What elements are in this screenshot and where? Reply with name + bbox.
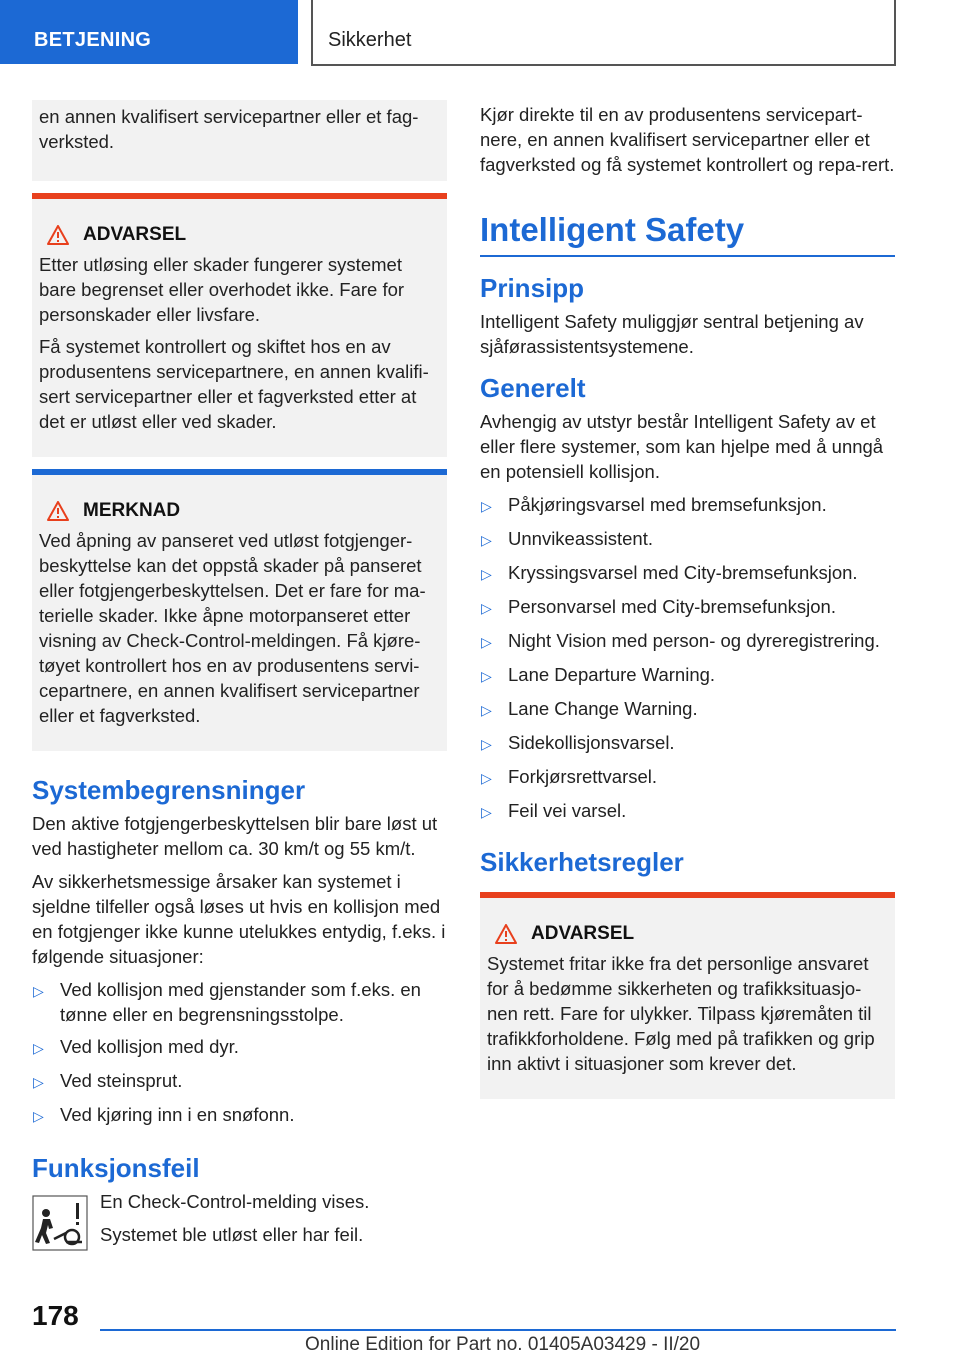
page-number: 178 <box>32 1300 79 1331</box>
list-item: ▷ Lane Departure Warning. <box>480 662 895 689</box>
list-item: ▷ Personvarsel med City-bremsefunksjon. <box>480 594 895 621</box>
triangle-bullet-icon: ▷ <box>481 804 492 820</box>
triangle-bullet-icon: ▷ <box>481 668 492 684</box>
section-title: Intelligent Safety <box>480 211 895 257</box>
list-item: ▷ Unnvikeassistent. <box>480 526 895 553</box>
list-item: ▷ Lane Change Warning. <box>480 696 895 723</box>
edition-text: Online Edition for Part no. 01405A03429 - II/20 <box>305 1334 701 1355</box>
warning-triangle-icon <box>47 501 69 521</box>
warning-triangle-icon <box>47 225 69 245</box>
triangle-bullet-icon: ▷ <box>481 736 492 752</box>
warning-paragraph-1: Etter utløsing eller skader fungerer systemet bare begrenset eller overhodet ikke. Fare for personskader eller livsfare. <box>39 254 405 325</box>
note-box <box>32 469 447 751</box>
prinsipp-heading: Prinsipp <box>480 273 585 303</box>
funksjonsfeil-heading: Funksjonsfeil <box>32 1153 200 1183</box>
triangle-bullet-icon: ▷ <box>481 770 492 786</box>
list-item: ▷ Forkjørsrettvarsel. <box>480 764 895 791</box>
sikkerhetsregler-warning-box <box>480 892 895 1099</box>
list-item: ▷ Night Vision med person- og dyreregistrering. <box>480 628 895 655</box>
warning-title: ADVARSEL <box>487 923 888 945</box>
funksjonsfeil-line-2: Systemet ble utløst eller har feil. <box>100 1224 364 1245</box>
warning-title: ADVARSEL <box>39 224 440 246</box>
triangle-bullet-icon: ▷ <box>33 983 44 999</box>
warning-box <box>32 193 447 457</box>
intro-box <box>32 100 447 181</box>
list-item: ▷ Ved kollisjon med dyr. <box>32 1034 447 1061</box>
generelt-heading: Generelt <box>480 373 586 403</box>
generelt-paragraph: Avhengig av utstyr består Intelligent Safety av et eller flere systemer, som kan hjelpe med å unngå en potensiell kollisjon. <box>480 411 884 482</box>
intro-box-text: en annen kvalifisert servicepartner eller et fag-verksted. <box>39 106 419 152</box>
systembegrensninger-list <box>32 977 447 1129</box>
warning-paragraph-2: Få systemet kontrollert og skiftet hos en av produsentens servicepartnere, en annen kvalifi-sert servicepartner eller et fagverksted etter at det er utløst eller ved skader. <box>39 336 429 432</box>
systembegrensninger-paragraph-1: Den aktive fotgjengerbeskyttelsen blir bare løst ut ved hastigheter mellom ca. 30 km/t og 55 km/t. <box>32 813 438 859</box>
list-item: ▷ Ved steinsprut. <box>32 1068 447 1095</box>
triangle-bullet-icon: ▷ <box>481 634 492 650</box>
triangle-bullet-icon: ▷ <box>481 702 492 718</box>
note-paragraph: Ved åpning av panseret ved utløst fotgjenger-beskyttelse kan det oppstå skader på panseret eller fotgjengerbeskyttelsen. Det er fare for ma-terielle skader. Ikke åpne motorpanseret etter visning av Check-Control-meldingen. Få kjøre-tøyet kontrollert hos en av produsentens servi-cepartnere, en annen kvalifisert servicepartner eller et fagverksted. <box>39 530 426 726</box>
chapter-tab: Sikkerhet <box>311 0 896 66</box>
pedestrian-protection-fault-icon <box>32 1195 88 1251</box>
list-item: ▷ Sidekollisjonsvarsel. <box>480 730 895 757</box>
sikkerhetsregler-heading: Sikkerhetsregler <box>480 847 684 877</box>
left-column <box>32 100 447 1251</box>
triangle-bullet-icon: ▷ <box>33 1074 44 1090</box>
right-column <box>480 100 895 1099</box>
sikkerhetsregler-warning-text: Systemet fritar ikke fra det personlige ansvaret for å bedømme sikkerheten og trafikksituasjo-nen rett. Fare for ulykker. Tilpass kjøremåten til trafikkforholdene. Følg med på trafikken og grip inn aktivt i situasjoner som krever det. <box>487 953 875 1074</box>
triangle-bullet-icon: ▷ <box>481 600 492 616</box>
list-item: ▷ Ved kollisjon med gjenstander som f.eks. en tønne eller en begrensningsstolpe. <box>33 979 421 1025</box>
generelt-list <box>480 492 895 825</box>
prinsipp-paragraph: Intelligent Safety muliggjør sentral betjening av sjåførassistentsystemene. <box>480 311 864 357</box>
warning-triangle-icon <box>495 924 517 944</box>
funksjonsfeil-line-1: En Check-Control-melding vises. <box>100 1191 370 1212</box>
list-item: ▷ Feil vei varsel. <box>480 798 895 825</box>
list-item: ▷ Ved kjøring inn i en snøfonn. <box>32 1102 447 1129</box>
systembegrensninger-heading: Systembegrensninger <box>32 775 306 805</box>
triangle-bullet-icon: ▷ <box>481 498 492 514</box>
list-item: ▷ Påkjøringsvarsel med bremsefunksjon. <box>480 492 895 519</box>
page-header <box>0 0 960 66</box>
right-intro-paragraph: Kjør direkte til en av produsentens servicepart-nere, en annen kvalifisert servicepartner eller et fagverksted og få systemet kontrollert og repa-rert. <box>480 104 895 175</box>
funksjonsfeil-text <box>100 1189 369 1251</box>
triangle-bullet-icon: ▷ <box>481 532 492 548</box>
note-title: MERKNAD <box>39 500 440 522</box>
triangle-bullet-icon: ▷ <box>33 1108 44 1124</box>
systembegrensninger-paragraph-2: Av sikkerhetsmessige årsaker kan systemet i sjeldne tilfeller også løses ut hvis en kollisjon med en fotgjenger ikke kunne utelukkes entydig, f.eks. i følgende situasjoner: <box>32 871 446 967</box>
section-tab: BETJENING <box>0 0 298 64</box>
funksjonsfeil-block <box>32 1189 447 1251</box>
footer-divider <box>100 1329 896 1331</box>
triangle-bullet-icon: ▷ <box>481 566 492 582</box>
list-item: ▷ Kryssingsvarsel med City-bremsefunksjon. <box>480 560 895 587</box>
triangle-bullet-icon: ▷ <box>33 1040 44 1056</box>
